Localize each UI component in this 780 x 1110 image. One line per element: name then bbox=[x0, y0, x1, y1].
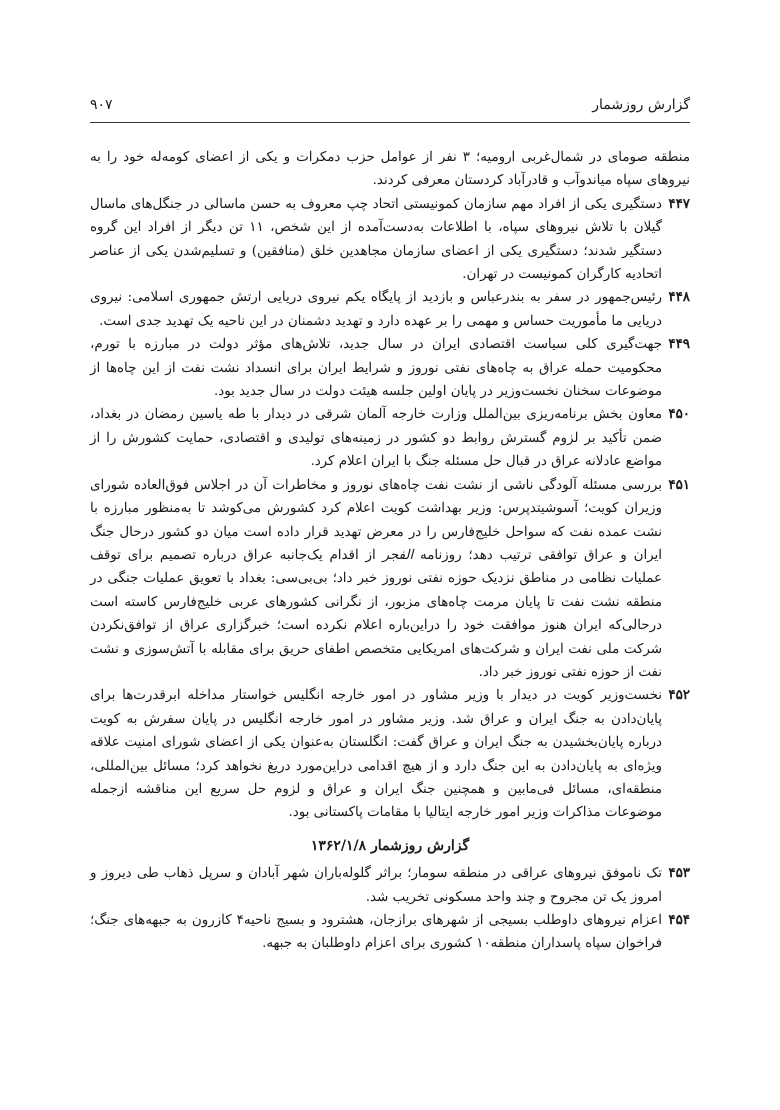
header-divider bbox=[90, 122, 690, 123]
entry-text: رئیس‌جمهور در سفر به بندرعباس و بازدید از پایگاه یکم نیروی دریایی ارتش جمهوری اسلامی: نیروی دریایی ما مأموریت حساس و مهمی را بر عهده دارد و تهدید دشمنان در این ناحیه یک تهدید جدی است. bbox=[90, 290, 662, 329]
page-header bbox=[90, 92, 690, 118]
entry-text-part-2: از اقدام یک‌جانبه عراق درباره تصمیم برای توقف عملیات نظامی در مناطق نزدیک حوزه نفتی نوروز خبر داد؛ بی‌بی‌سی: بغداد با تعویق عملیات جنگی در منطقه نشت نفت تا پایان مرمت چاه‌های مزبور، از نگرانی کشورهای عربی خلیج‌فارس کاسته است درحالی‌که ایران هنوز موافقت خود را دراین‌باره اعلام نکرده است؛ خبرگزاری عراق از توافق‌نکردن شرکت ملی نفت ایران و شرکت‌های امریکایی متخصص اطفای حریق برای مقابله با آتش‌سوزی و نشت نفت از حوزه نفتی نوروز خبر داد. bbox=[90, 547, 662, 680]
entry-number: ۴۴۷ bbox=[668, 195, 690, 212]
entry-number: ۴۴۸ bbox=[668, 289, 690, 306]
entry-450 bbox=[90, 403, 690, 473]
entry-text: دستگیری یکی از افراد مهم سازمان کمونیستی اتحاد چپ معروف به حسن ماسالی در جنگل‌های ماسال گیلان با تلاش نیروهای سپاه، با اطلاعات به‌دست‌آمده از این شخص، ۱۱ تن دیگر از افراد این گروه دستگیر شدند؛ دستگیری یکی از اعضای سازمان مجاهدین خلق (منافقین) و تسلیم‌شدن یکی از عناصر اتحادیه کارگران کمونیست در تهران. bbox=[90, 196, 662, 283]
entry-number: ۴۴۹ bbox=[668, 336, 690, 353]
entry-text: منطقه صومای در شمال‌غربی ارومیه؛ ۳ نفر از عوامل حزب دمکرات و یکی از اعضای کومه‌له خود را به نیروهای سپاه میاندوآب و قادرآباد کردستان معرفی کردند. bbox=[90, 150, 690, 189]
entry-number: ۴۵۲ bbox=[668, 687, 690, 704]
entry-text: اعزام نیروهای داوطلب بسیجی از شهرهای برازجان، هشترود و بسیج ناحیه۴ کازرون به جبهه‌های جنگ؛ فراخوان سپاه پاسداران منطقه۱۰ کشوری برای اعزام داوطلبان به جبهه. bbox=[90, 913, 662, 952]
entry-452 bbox=[90, 684, 690, 824]
entry-448 bbox=[90, 286, 690, 333]
entry-453 bbox=[90, 862, 690, 909]
page-body bbox=[90, 146, 690, 956]
entry-449 bbox=[90, 333, 690, 403]
entry-454 bbox=[90, 909, 690, 956]
section-heading: گزارش روزشمار ۱۳۶۲/۱/۸ bbox=[310, 837, 470, 854]
entry-number: ۴۵۴ bbox=[668, 912, 690, 928]
entry-text: تک ناموفق نیروهای عراقی در منطقه سومار؛ براثر گلوله‌باران شهر آبادان و سرپل ذهاب طی دیروز و امروز یک تن مجروح و چند واحد مسکونی تخریب شد. bbox=[90, 866, 662, 905]
entry-text: نخست‌وزیر کویت در دیدار با وزیر مشاور در امور خارجه انگلیس خواستار مداخله ابرقدرت‌ها برای پایان‌دادن به جنگ ایران و عراق شد. وزیر مشاور در امور خارجه انگلیس در پایان سفرش به کویت درباره پایان‌بخشیدن به جنگ ایران و عراق گفت: انگلستان به‌عنوان یکی از اعضای شورای امنیت علاقه ویژه‌ای به پایان‌دادن به این جنگ دارد و از هیچ اقدامی دراین‌مورد دریغ نخواهد کرد؛ مسائل بین‌المللی، منطقه‌ای، مسائل فی‌مابین و همچنین جنگ ایران و عراق و لزوم حل سریع این مناقشه ازجمله موضوعات مذاکرات وزیر امور خارجه ایتالیا با مقامات پاکستانی بود. bbox=[90, 688, 662, 821]
entry-text: معاون بخش برنامه‌ریزی بین‌الملل وزارت خارجه آلمان شرقی در دیدار با طه یاسین رمضان در بغداد، ضمن تأکید بر لزوم گسترش روابط دو کشور در زمینه‌های تولیدی و اقتصادی، حمایت کشورش را از مواضع عادلانه عراق در قبال حل مسئله جنگ با ایران اعلام کرد. bbox=[90, 407, 662, 470]
entry-number: ۴۵۳ bbox=[668, 865, 690, 882]
entry-text-part-1: بررسی مسئله آلودگی ناشی از نشت نفت چاه‌های نوروز و مخاطرات آن در اجلاس فوق‌العاده شورای وزیران کویت؛ آسوشیتدپرس: وزیر بهداشت کویت اعلام کرد کشورش می‌کوشد تا به‌منظور مبارزه با نشت عمده نفت که سواحل خلیج‌فارس را در معرض تهدید قرار داده است میان دو کشور درحال جنگ ایران و عراق توافقی ترتیب دهد؛ روزنامه bbox=[90, 477, 662, 563]
entry-text: جهت‌گیری کلی سیاست اقتصادی ایران در سال جدید، تلاش‌های مؤثر دولت در مبارزه با تورم، محکومیت حمله عراق به چاه‌های نفتی نوروز و شرایط ایران برای انسداد نشت نفت از این چاه‌ها از موضوعات سخنان نخست‌وزیر در پایان اولین جلسه هیئت دولت در سال جدید بود. bbox=[90, 337, 662, 400]
entry-447 bbox=[90, 193, 690, 287]
page-number: ۹۰۷ bbox=[90, 97, 113, 113]
entry-number: ۴۵۱ bbox=[668, 476, 690, 493]
entry-451 bbox=[90, 474, 690, 685]
entry-number: ۴۵۰ bbox=[668, 406, 690, 423]
continued-paragraph bbox=[90, 146, 690, 193]
newspaper-name: الفجر bbox=[382, 547, 414, 563]
running-title: گزارش روزشمار bbox=[592, 97, 690, 113]
